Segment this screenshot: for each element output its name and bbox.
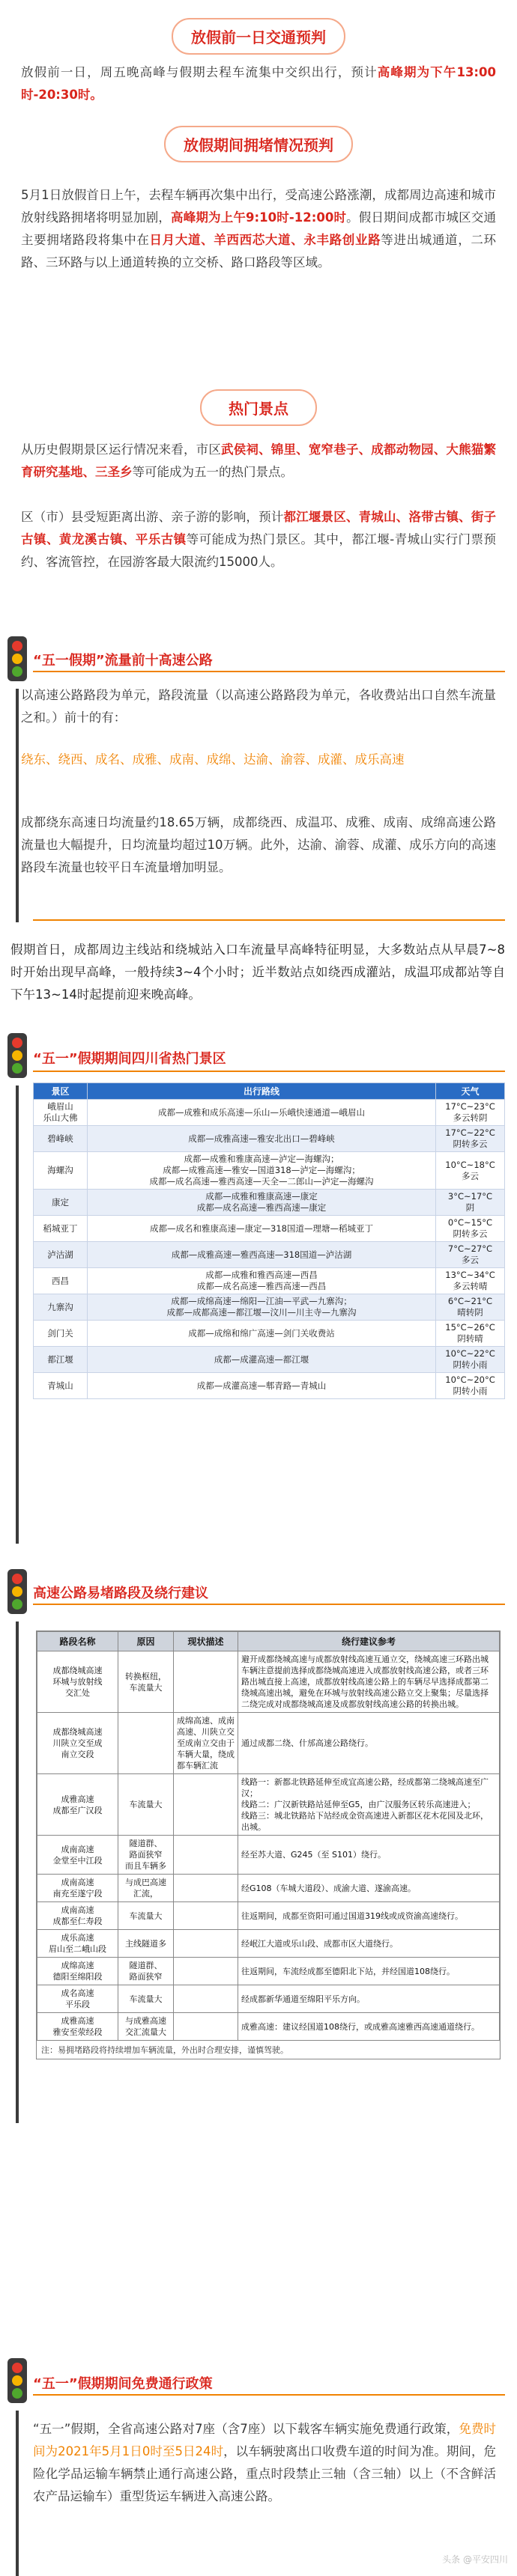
cell-reason: 隧道群、 路面狭窄 而且车辆多: [118, 1836, 174, 1875]
cell-desc: [174, 2013, 238, 2041]
cell-weather: 15°C~26°C 阴转晴: [436, 1321, 505, 1347]
table-row: [34, 1373, 505, 1399]
cell-spot: 九寨沟: [34, 1294, 88, 1321]
cell-weather: 7°C~27°C 多云: [436, 1242, 505, 1268]
cell-weather: 10°C~22°C 阴转小雨: [436, 1347, 505, 1373]
cell-desc: [174, 1902, 238, 1930]
cell-tip: 往返期间，车流经成都至德阳北下站，并经国道108绕行。: [238, 1958, 500, 1985]
cell-tip: 避开成都绕城高速与成都放射线高速互通立交，绕城高速三环路出城车辆注意提前选择成都绕城高速进入成都放射线高速公路，或者三环路出城直接上高速，成都放射线高速公路上的车辆尽早选择成都第二绕城高速出城，避免在环城与放射线高速公路立交上聚集；尽量选择二绕完成对成都绕城高速及成都放射线高速公路的转换出城。: [238, 1651, 500, 1713]
cell-route: 成都—成灌高速—都江堰: [88, 1347, 436, 1373]
table-row: [37, 1651, 500, 1713]
hot-paragraph-city: [21, 439, 496, 484]
cell-section: 成绵高速 德阳至绵阳段: [37, 1958, 118, 1985]
cell-route: 成都—成雅和雅康高速—泸定—海螺沟； 成都—成雅高速—雅安—国道318—泸定—海螺沟； 成都—成名高速—雅西高速—天全—二郎山—泸定—海螺沟: [88, 1152, 436, 1190]
cell-weather: 17°C~22°C 阴转多云: [436, 1126, 505, 1152]
table-row: [37, 1774, 500, 1836]
text: 等可能成为热门景区。其中，都江堰-青城山实行门票预约、客流管控，在园游客最大限流约15000人。: [21, 532, 496, 569]
cell-tip: 经G108（车城大道段）、成渝大道、遂渝高速。: [238, 1875, 500, 1902]
highlight-free-time: 免费时间为2021年5月1日0时至5日24时: [33, 2422, 497, 2458]
cell-reason: 与成雅高速 交汇流量大: [118, 2013, 174, 2041]
traffic-light-pole: [16, 689, 19, 922]
cell-spot: 泸沽湖: [34, 1242, 88, 1268]
cell-reason: 与成巴高速 汇流，: [118, 1875, 174, 1902]
cell-section: 成乐高速 眉山至二峨山段: [37, 1930, 118, 1958]
highlight-spots: 都江堰景区、青城山、洛带古镇、街子古镇、黄龙溪古镇、平乐古镇: [21, 510, 497, 546]
cell-section: 成南高速 金堂至中江段: [37, 1836, 118, 1875]
intro-paragraph-congestion: [21, 184, 496, 274]
section-title-scenic: “五一”假期期间四川省热门景区: [33, 1051, 226, 1067]
cell-desc: [174, 1651, 238, 1713]
cell-reason: 车流量大: [118, 1902, 174, 1930]
col-header-section: 路段名称: [37, 1632, 118, 1651]
text: 。假日期间成都市城区交通主要拥堵路段将集中在: [21, 210, 497, 247]
cell-spot: 康定: [34, 1190, 88, 1216]
traffic-light-icon: [7, 2358, 27, 2403]
col-header-reason: 原因: [118, 1632, 174, 1651]
cell-section: 成名高速 平乐段: [37, 1985, 118, 2013]
cell-route: 成都—成绵和绵广高速—剑门关收费站: [88, 1321, 436, 1347]
cell-desc: [174, 1958, 238, 1985]
cell-weather: 10°C~20°C 阴转小雨: [436, 1373, 505, 1399]
cell-route: 成都—成雅高速—雅安北出口—碧峰峡: [88, 1126, 436, 1152]
cell-spot: 海螺沟: [34, 1152, 88, 1190]
text: 区（市）县受短距离出游、亲子游的影响，预计: [21, 510, 284, 524]
highlight-peak: 高峰期为下午13:00时-20:30时。: [21, 65, 496, 102]
cell-spot: 剑门关: [34, 1321, 88, 1347]
table-row: [37, 1930, 500, 1958]
cell-weather: 13°C~34°C 多云转晴: [436, 1268, 505, 1294]
scenic-table: [33, 1083, 505, 1399]
cell-route: 成都—成绵高速—绵阳—江油—平武—九寨沟； 成都—成都高速—都江堰—汶川—川主寺—九寨沟: [88, 1294, 436, 1321]
text: “五一”假期，全省高速公路对7座（含7座）以下载客车辆实施免费通行政策，: [33, 2422, 459, 2436]
cell-spot: 碧峰峡: [34, 1126, 88, 1152]
between-paragraph: 假期首日，成都周边主线站和绕城站入口车流量早高峰特征明显，大多数站点从早晨7~8时开始出现早高峰，一般持续3~4个小时；近半数站点如绕西成灌站，成温邛成都站等自下午13~14时起提前迎来晚高峰。: [10, 943, 505, 1002]
section-title-top-ten: “五一假期”流量前十高速公路: [33, 653, 213, 669]
table-row: [34, 1216, 505, 1242]
text: 从历史假期景区运行情况来看，市区: [21, 442, 222, 457]
traffic-light-pole: [16, 1622, 19, 2123]
table-row: [37, 1713, 500, 1774]
cell-tip: 往返期间，成都至资阳可通过国道319线或成资渝高速绕行。: [238, 1902, 500, 1930]
table-row: [37, 1958, 500, 1985]
sec4-paragraph: [33, 2418, 496, 2508]
detour-table: [36, 1630, 501, 2059]
traffic-light-icon: [7, 636, 27, 681]
highlight-spots: 武侯祠、锦里、宽窄巷子、成都动物园、大熊猫繁育研究基地、三圣乡: [21, 442, 497, 479]
sec1-paragraph-detail: 成都绕东高速日均流量约18.65万辆，成都绕西、成温邛、成雅、成南、成绵高速公路流量也大幅提升，日均流量均超过10万辆。此外，达渝、渝蓉、成灌、成乐方向的高速路段车流量也较平日车流量增加明显。: [21, 815, 496, 874]
text: 等可能成为五一的热门景点。: [132, 465, 293, 479]
table-row: [34, 1321, 505, 1347]
table-row: [37, 1902, 500, 1930]
title-underline: [33, 671, 505, 672]
title-underline: [33, 2394, 505, 2396]
table-row: [34, 1347, 505, 1373]
table-row: [34, 1126, 505, 1152]
cell-desc: [174, 1930, 238, 1958]
traffic-light-icon: [7, 1033, 27, 1078]
cell-weather: 3°C~17°C 阴: [436, 1190, 505, 1216]
section-title-detours: 高速公路易堵路段及绕行建议: [33, 1586, 208, 1601]
intro-heading-eve: [0, 18, 517, 55]
cell-spot: 都江堰: [34, 1347, 88, 1373]
table-row: [34, 1152, 505, 1190]
pill-label: 热门景点: [200, 389, 317, 426]
cell-route: 成都—成雅和成乐高速—乐山—乐峨快速通道—峨眉山: [88, 1100, 436, 1126]
hot-heading: [0, 389, 517, 426]
cell-route: 成都—成灌高速—郫青路—青城山: [88, 1373, 436, 1399]
cell-section: 成南高速 南充至遂宁段: [37, 1875, 118, 1902]
table-row: [34, 1100, 505, 1126]
cell-route: 成都—成雅高速—雅西高速—318国道—泸沽湖: [88, 1242, 436, 1268]
text: ，以车辆驶离出口收费车道的时间为准。期间，危险化学品运输车辆禁止通行高速公路，重点时段禁止三轴（含三轴）以上（不含鲜活农产品运输车）重型货运车辆进入高速公路。: [33, 2444, 497, 2503]
sec1-paragraph: 以高速公路路段为单元，路段流量（以高速公路路段为单元，各收费站出口自然车流量之和。）前十的有：: [21, 688, 496, 725]
cell-reason: 转换枢纽， 车流量大: [118, 1651, 174, 1713]
table-row: [34, 1242, 505, 1268]
cell-tip: 经至苏大道、G245（至 S101）绕行。: [238, 1836, 500, 1875]
table-row: [34, 1294, 505, 1321]
cell-section: 成都绕城高速 川陕立交至成 南立交段: [37, 1713, 118, 1774]
cell-reason: 车流量大: [118, 1985, 174, 2013]
highlight-peak: 高峰期为上午9:10时-12:00时: [171, 210, 347, 225]
cell-reason: 主线隧道多: [118, 1930, 174, 1958]
cell-tip: 成雅高速：建议经国道108绕行，或成雅高速雅西高速通道绕行。: [238, 2013, 500, 2041]
traffic-light-icon: [7, 1569, 27, 1614]
detour-note: 注：易拥堵路段将持续增加车辆流量，外出时合理安排，谨慎驾驶。: [41, 2045, 288, 2055]
cell-route: 成都—成名和雅康高速—康定—318国道—理塘—稻城亚丁: [88, 1216, 436, 1242]
watermark: 头条 @平安四川: [442, 2554, 508, 2565]
cell-desc: [174, 1774, 238, 1836]
traffic-light-pole: [16, 1085, 19, 1544]
text: 5月1日放假首日上午，去程车辆再次集中出行，受高速公路涨潮，成都周边高速和城市放射线路拥堵将明显加剧，: [21, 188, 496, 225]
intro-paragraph-eve: [21, 61, 496, 106]
col-header-weather: 天气: [436, 1083, 505, 1100]
cell-desc: 成绵高速、成南高速、川陕立交至成南立交由于车辆大量，绕成都车辆汇流: [174, 1713, 238, 1774]
cell-spot: 西昌: [34, 1268, 88, 1294]
col-header-desc: 现状描述: [174, 1632, 238, 1651]
sec1-expressway-list: 绕东、绕西、成名、成雅、成南、成绵、达渝、渝蓉、成灌、成乐高速: [21, 752, 405, 767]
intro-heading-congestion: [0, 126, 517, 162]
cell-reason: [118, 1713, 174, 1774]
table-row: [34, 1268, 505, 1294]
table-row: [34, 1190, 505, 1216]
cell-tip: 线路一：新都北铁路延伸至成宜高速公路，经成都第二绕城高速至广汉； 线路二：广汉新铁路站延伸至G5，由广汉服务区转乐高速进入； 线路三：城北铁路站下站经成金资高速进入新都区花木花园及北环，出城。: [238, 1774, 500, 1836]
highlight-roads: 日月大道、羊西西芯大道、永丰路创业路: [149, 233, 381, 247]
cell-tip: 经成都新华通道至绵阳平乐方向。: [238, 1985, 500, 2013]
cell-reason: 隧道群、 路面狭窄: [118, 1958, 174, 1985]
col-header-tip: 绕行建议参考: [238, 1632, 500, 1651]
col-header-spot: 景区: [34, 1083, 88, 1100]
pill-label: 放假期间拥堵情况预判: [164, 126, 353, 162]
traffic-light-pole: [16, 2411, 19, 2576]
text: 放假前一日，周五晚高峰与假期去程车流集中交织出行，预计: [21, 65, 378, 79]
section-title-toll-free: “五一”假期期间免费通行政策: [33, 2376, 213, 2392]
cell-reason: 车流量大: [118, 1774, 174, 1836]
table-row: [37, 1985, 500, 2013]
section-bottom-line: [33, 919, 505, 921]
cell-tip: 经岷江大道或乐山段、成都市区大道绕行。: [238, 1930, 500, 1958]
cell-weather: 0°C~15°C 阴转多云: [436, 1216, 505, 1242]
cell-spot: 稻城亚丁: [34, 1216, 88, 1242]
title-underline: [33, 1604, 505, 1605]
cell-weather: 17°C~23°C 多云转阴: [436, 1100, 505, 1126]
table-row: [37, 1875, 500, 1902]
cell-spot: 峨眉山 乐山大佛: [34, 1100, 88, 1126]
cell-desc: [174, 1985, 238, 2013]
cell-tip: 通过成都二绕、什邡高速公路绕行。: [238, 1713, 500, 1774]
cell-desc: [174, 1836, 238, 1875]
cell-section: 成雅高速 雅安至荥经段: [37, 2013, 118, 2041]
text: 等进出城通道，二环路、三环路与以上通道转换的立交桥、路口路段等区域。: [21, 233, 497, 270]
table-row: [37, 2013, 500, 2041]
table-row: [37, 1836, 500, 1875]
col-header-route: 出行路线: [88, 1083, 436, 1100]
cell-weather: 6°C~21°C 晴转阴: [436, 1294, 505, 1321]
cell-section: 成都绕城高速 环城与放射线 交汇处: [37, 1651, 118, 1713]
cell-weather: 10°C~18°C 多云: [436, 1152, 505, 1190]
cell-section: 成南高速 成都至仁寿段: [37, 1902, 118, 1930]
title-underline: [33, 1071, 505, 1072]
cell-route: 成都—成雅和雅西高速—西昌 成都—成名高速—雅西高速—西昌: [88, 1268, 436, 1294]
cell-desc: [174, 1875, 238, 1902]
pill-label: 放假前一日交通预判: [172, 18, 345, 55]
cell-section: 成雅高速 成都至广汉段: [37, 1774, 118, 1836]
cell-route: 成都—成雅和雅康高速—康定 成都—成名高速—雅西高速—康定: [88, 1190, 436, 1216]
hot-paragraph-county: [21, 506, 496, 573]
cell-spot: 青城山: [34, 1373, 88, 1399]
